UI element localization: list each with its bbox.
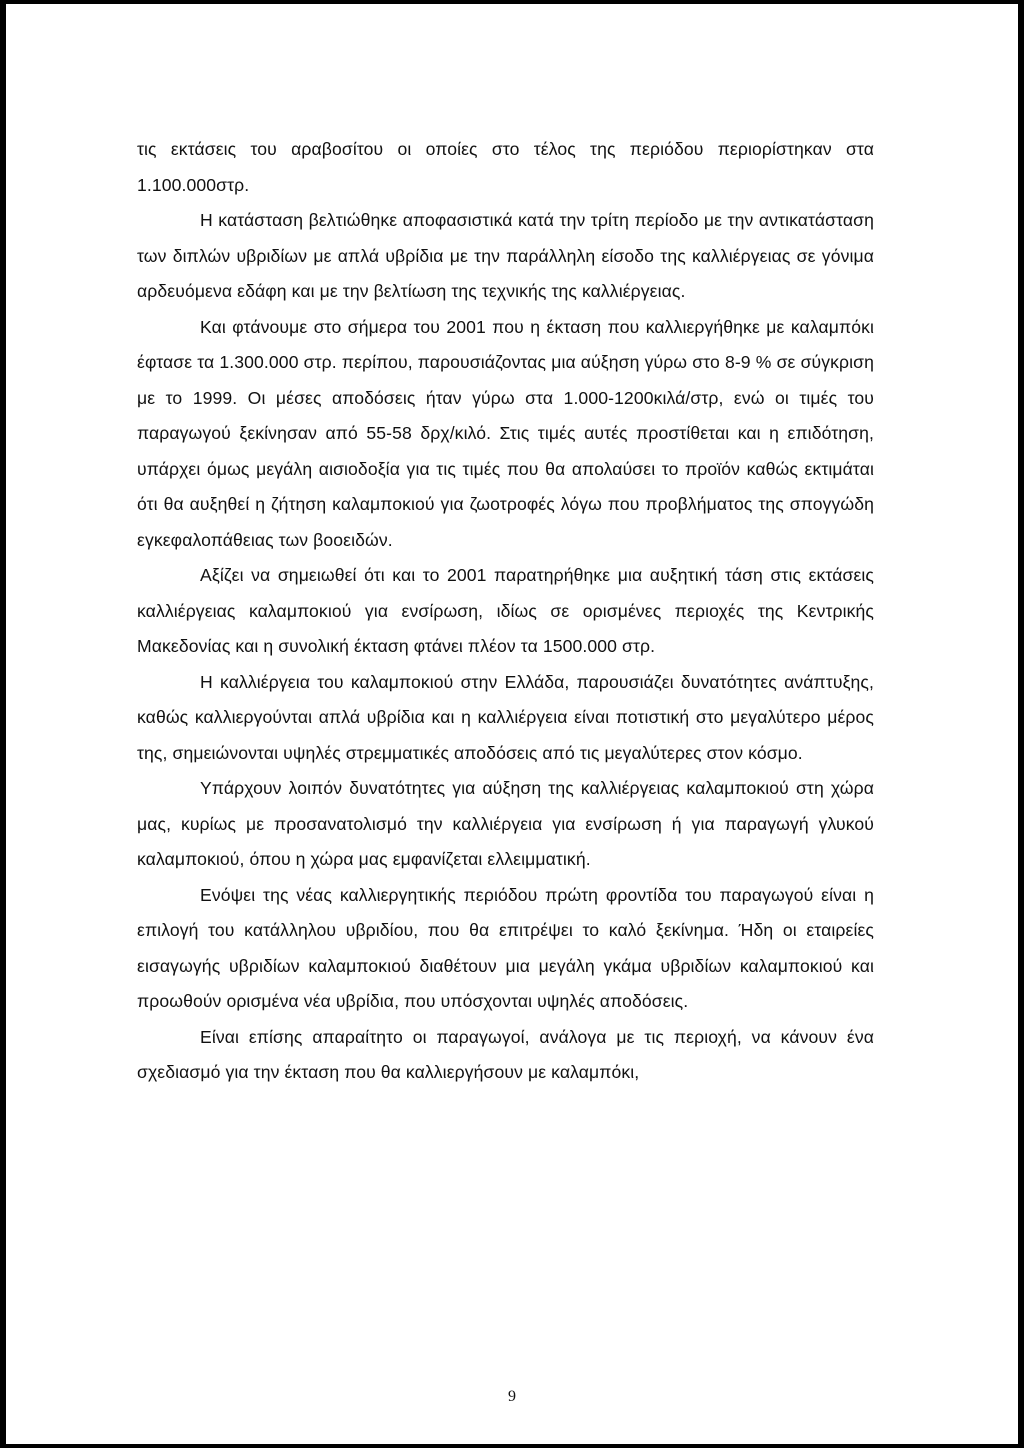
paragraph-2001-cultivation: Και φτάνουμε στο σήμερα του 2001 που η έκταση που καλλιεργήθηκε με καλαμπόκι έφτασε τα 1.300.000 στρ. περίπου, παρουσιάζοντας μια αύξηση γύρω στο 8-9 % σε σύγκριση με το 1999. Οι μέσες αποδόσεις ήταν γύρω στα 1.000-1200κιλά/στρ, ενώ οι τιμές του παραγωγού ξεκίνησαν από 55-58 δρχ/κιλό. Στις τιμές αυτές προστίθεται και η επιδότηση, υπάρχει όμως μεγάλη αισιοδοξία για τις τιμές που θα απολαύσει το προϊόν καθώς εκτιμάται ότι θα αυξηθεί η ζήτηση καλαμποκιού για ζωοτροφές λόγω που προβλήματος της σπογγώδη εγκεφαλοπάθειας των βοοειδών.: [137, 316, 874, 550]
page-number: 9: [508, 1388, 516, 1405]
document-page: [6, 4, 1018, 1444]
paragraph-third-period: Η κατάσταση βελτιώθηκε αποφασιστικά κατά την τρίτη περίοδο με την αντικατάσταση των διπλών υβριδίων με απλά υβρίδια με την παράλληλη είσοδο της καλλιέργειας σε γόνιμα αρδευόμενα εδάφη και με την βελτίωση της τεχνικής της καλλιέργειας.: [137, 210, 874, 301]
paragraph-growth-opportunities: Υπάρχουν λοιπόν δυνατότητες για αύξηση της καλλιέργειας καλαμποκιού στη χώρα μας, κυρίως με προσανατολισμό την καλλιέργεια για ενσίρωση ή για παραγωγή γλυκού καλαμποκιού, όπου η χώρα μας εμφανίζεται ελλειμματική.: [137, 778, 874, 869]
paragraph-greece-potential: Η καλλιέργεια του καλαμποκιού στην Ελλάδα, παρουσιάζει δυνατότητες ανάπτυξης, καθώς καλλιεργούνται απλά υβρίδια και η καλλιέργεια είναι ποτιστική στο μεγαλύτερο μέρος της, σημειώνονται υψηλές στρεμματικές αποδόσεις από τις μεγαλύτερες στον κόσμο.: [137, 671, 874, 763]
paragraph-silage-trend: Αξίζει να σημειωθεί ότι και το 2001 παρατηρήθηκε μια αυξητική τάση στις εκτάσεις καλλιέργειας καλαμποκιού για ενσίρωση, ιδίως σε ορισμένες περιοχές της Κεντρικής Μακεδονίας και η συνολική έκταση φτάνει πλέον τα 1500.000 στρ.: [137, 565, 874, 656]
paragraph-hybrid-selection: Ενόψει της νέας καλλιεργητικής περιόδου πρώτη φροντίδα του παραγωγού είναι η επιλογή του κατάλληλου υβριδίου, που θα επιτρέψει το καλό ξεκίνημα. Ήδη οι εταιρείες εισαγωγής υβριδίων καλαμποκιού διαθέτουν μια μεγάλη γκάμα υβριδίων καλαμποκιού και προωθούν ορισμένα νέα υβρίδια, που υπόσχονται υψηλές αποδόσεις.: [137, 884, 874, 1011]
paragraph-continuation: τις εκτάσεις του αραβοσίτου οι οποίες στο τέλος της περιόδου περιορίστηκαν στα 1.100.000στρ.: [137, 139, 874, 195]
paragraph-planning: Είναι επίσης απαραίτητο οι παραγωγοί, ανάλογα με τις περιοχή, να κάνουν ένα σχεδιασμό για την έκταση που θα καλλιεργήσουν με καλαμπόκι,: [137, 1026, 874, 1082]
body-text: [137, 132, 874, 1091]
